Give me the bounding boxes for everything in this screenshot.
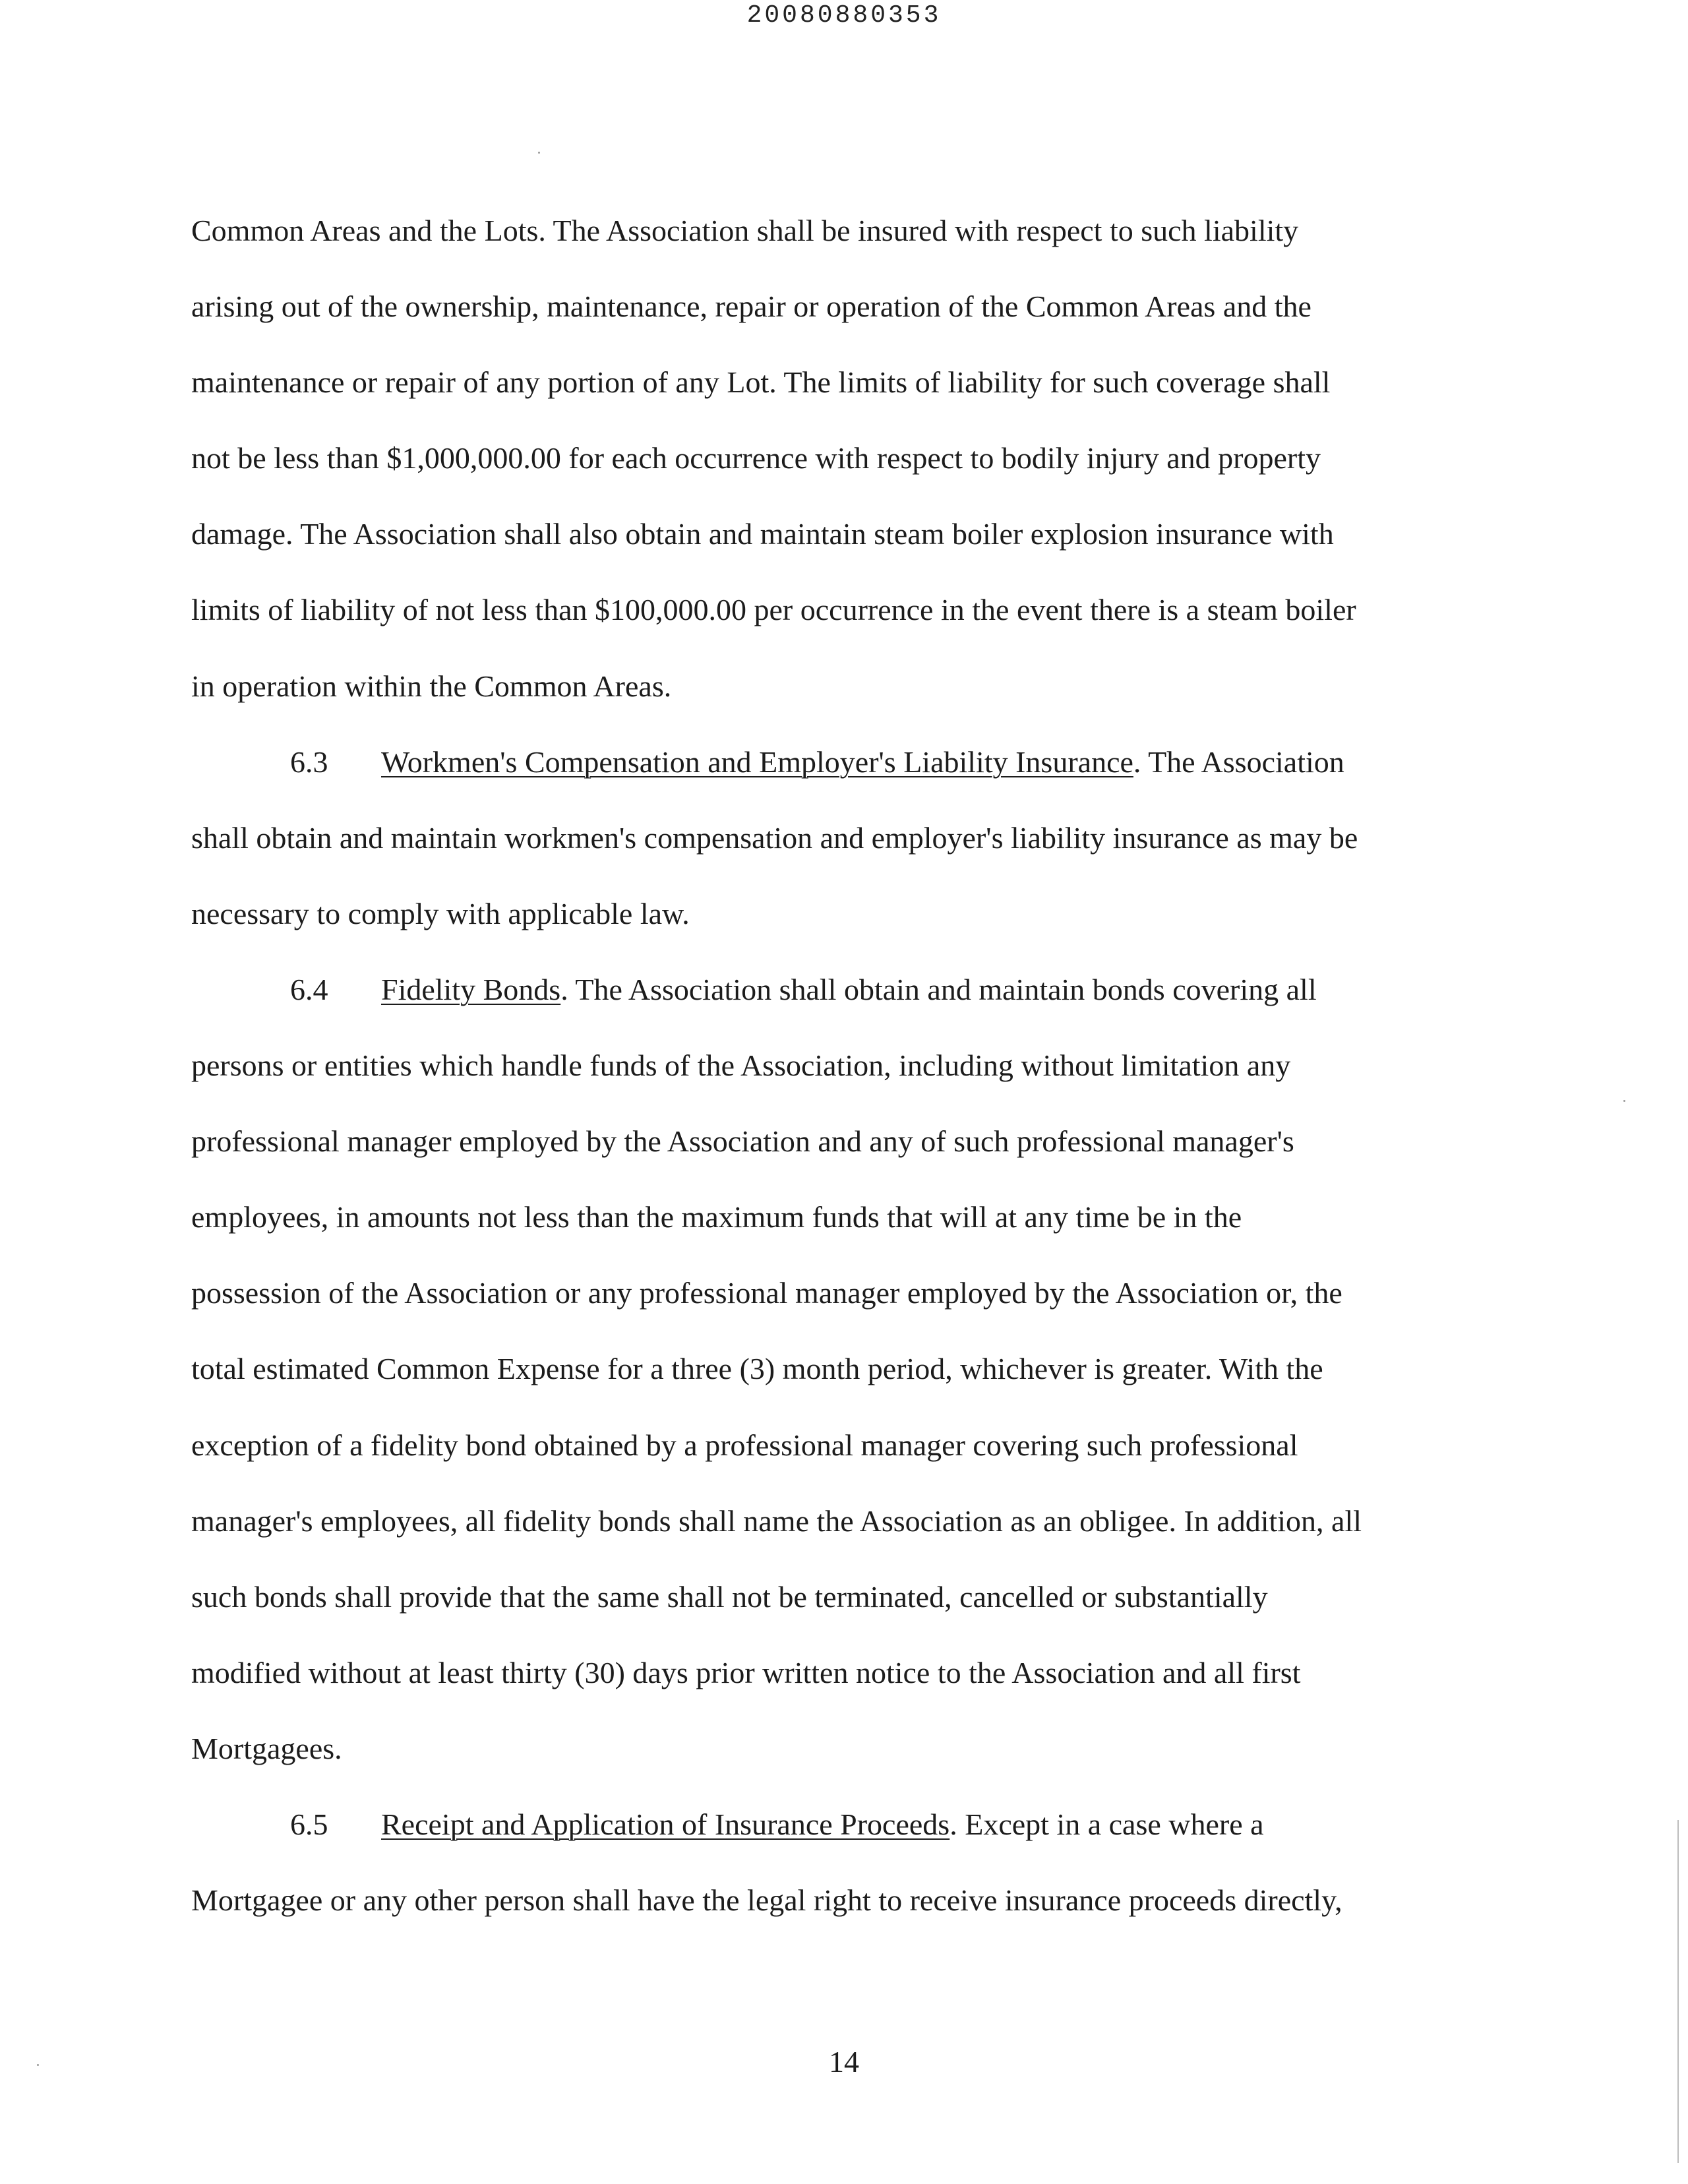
text-line: not be less than $1,000,000.00 for each occurrence with respect to bodily injury and property bbox=[191, 441, 1321, 475]
section-6-5 bbox=[191, 1786, 1497, 1938]
text-line: employees, in amounts not less than the maximum funds that will at any time be in the bbox=[191, 1200, 1242, 1234]
document-body bbox=[191, 193, 1497, 1938]
text-line: shall obtain and maintain workmen's compensation and employer's liability insurance as may be bbox=[191, 820, 1358, 855]
text-line: damage. The Association shall also obtain and maintain steam boiler explosion insurance with bbox=[191, 517, 1334, 551]
scan-speck bbox=[538, 152, 540, 154]
section-text: . The Association shall obtain and maintain bonds covering all bbox=[560, 972, 1317, 1006]
document-number: 20080880353 bbox=[746, 1, 942, 30]
section-heading-line bbox=[191, 724, 1497, 800]
section-number: 6.4 bbox=[290, 972, 328, 1006]
text-line: Mortgagees. bbox=[191, 1731, 342, 1765]
text-line: professional manager employed by the Association and any of such professional manager's bbox=[191, 1124, 1294, 1159]
text-line: limits of liability of not less than $100,000.00 per occurrence in the event there is a steam boiler bbox=[191, 593, 1356, 627]
section-title: Workmen's Compensation and Employer's Liability Insurance bbox=[381, 744, 1133, 779]
section-heading-line bbox=[191, 1786, 1497, 1862]
text-line: Mortgagee or any other person shall have the legal right to receive insurance proceeds directly, bbox=[191, 1883, 1342, 1918]
page-number: 14 bbox=[829, 2045, 859, 2078]
section-text: . The Association bbox=[1133, 744, 1344, 779]
paragraph-liability-continued bbox=[191, 193, 1497, 724]
text-line: total estimated Common Expense for a three (3) month period, whichever is greater. With the bbox=[191, 1352, 1323, 1386]
text-line: modified without at least thirty (30) days prior written notice to the Association and all first bbox=[191, 1655, 1301, 1689]
scan-edge-line bbox=[1677, 1820, 1679, 2163]
text-line: necessary to comply with applicable law. bbox=[191, 896, 690, 930]
text-line: in operation within the Common Areas. bbox=[191, 669, 672, 703]
section-number: 6.3 bbox=[290, 744, 328, 779]
section-text: . Except in a case where a bbox=[950, 1807, 1264, 1841]
text-line: arising out of the ownership, maintenance, repair or operation of the Common Areas and the bbox=[191, 289, 1311, 324]
section-title: Receipt and Application of Insurance Proceeds bbox=[381, 1807, 950, 1841]
text-line: such bonds shall provide that the same shall not be terminated, cancelled or substantially bbox=[191, 1579, 1268, 1614]
text-line: manager's employees, all fidelity bonds shall name the Association as an obligee. In addition, all bbox=[191, 1503, 1362, 1538]
section-6-3 bbox=[191, 724, 1497, 952]
text-line: persons or entities which handle funds of the Association, including without limitation any bbox=[191, 1048, 1291, 1083]
text-line: maintenance or repair of any portion of any Lot. The limits of liability for such coverage shall bbox=[191, 365, 1331, 400]
section-number: 6.5 bbox=[290, 1807, 328, 1841]
section-heading-line bbox=[191, 952, 1497, 1027]
text-line: Common Areas and the Lots. The Association shall be insured with respect to such liability bbox=[191, 214, 1299, 247]
text-line: possession of the Association or any professional manager employed by the Association or, the bbox=[191, 1276, 1342, 1310]
section-title: Fidelity Bonds bbox=[381, 972, 561, 1006]
section-6-4 bbox=[191, 952, 1497, 1786]
scan-speck bbox=[1623, 1100, 1625, 1102]
text-line: exception of a fidelity bond obtained by a professional manager covering such professional bbox=[191, 1428, 1298, 1462]
